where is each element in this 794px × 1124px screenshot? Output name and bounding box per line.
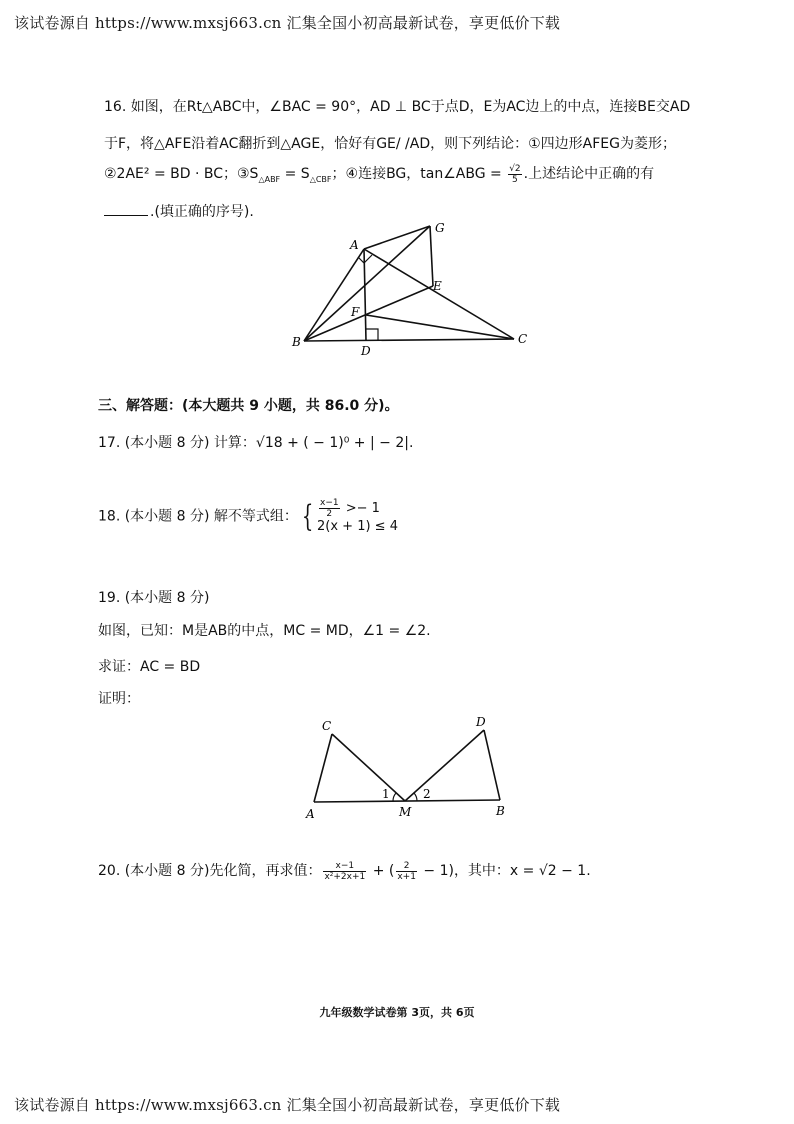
- q18-row2: 2(x + 1) ≤ 4: [317, 519, 398, 534]
- label-A: A: [350, 238, 359, 252]
- bottom-banner: 该试卷源自 https://www.mxsj663.cn 汇集全国小初高最新试卷，享更低价下载: [14, 1096, 561, 1114]
- q20-frac2: [396, 861, 417, 882]
- seg-GE: [430, 226, 433, 286]
- label-angle-1: 1: [382, 787, 390, 801]
- figure-triangles-acm-bdm: [300, 712, 520, 822]
- q16-line3-b: = S: [280, 166, 310, 182]
- seg-BG: [304, 226, 430, 341]
- seg-AC2: [314, 734, 332, 802]
- q16-sub2: △CBF: [309, 174, 332, 184]
- q20-frac1: [323, 861, 366, 882]
- seg-CM: [332, 734, 405, 801]
- q20-frac2-den: x+1: [397, 871, 416, 882]
- tan-den: 5: [512, 174, 518, 185]
- q18-row1: [317, 498, 398, 519]
- seg-DB: [484, 730, 500, 800]
- q19-given: 如图，已知：M是AB的中点，MC = MD，∠1 = ∠2.: [98, 623, 431, 639]
- figure-triangle-abc: [290, 215, 540, 360]
- seg-AB2: [314, 800, 500, 802]
- q20-frac1-den: x²+2x+1: [324, 871, 366, 882]
- q18-row1-rest: >− 1: [341, 501, 380, 516]
- q16-line3-c: ；④连接BG，tan∠ABG =: [331, 166, 507, 182]
- seg-MD: [405, 730, 484, 801]
- q16-sub1: △ABF: [258, 174, 281, 184]
- right-angle-D: [366, 329, 378, 341]
- label-angle-2: 2: [423, 787, 431, 801]
- q19-prove: 求证：AC = BD: [98, 659, 201, 675]
- label-D2: D: [476, 715, 486, 729]
- q18-frac-num: x−1: [320, 498, 339, 508]
- q20-frac2-num: 2: [396, 861, 417, 872]
- q18-prefix: 18. (本小题 8 分) 解不等式组：: [98, 508, 298, 525]
- seg-BC: [304, 339, 514, 341]
- label-C: C: [518, 332, 528, 346]
- angle-1-arc: [393, 793, 396, 801]
- q19-proof: 证明：: [98, 691, 140, 707]
- q20-prefix: 20. (本小题 8 分)先化简，再求值：: [98, 863, 322, 879]
- label-A2: A: [306, 807, 315, 821]
- q20-tail: − 1)，其中：x = √2 − 1.: [418, 863, 591, 879]
- q18-frac-den: 2: [326, 509, 333, 519]
- q16-line3: [104, 163, 654, 185]
- label-E: E: [433, 279, 442, 293]
- seg-BE: [304, 286, 433, 341]
- seg-AG: [364, 226, 430, 249]
- seg-FC: [366, 315, 514, 339]
- top-banner: 该试卷源自 https://www.mxsj663.cn 汇集全国小初高最新试卷，享更低价下载: [14, 14, 561, 32]
- label-C2: C: [322, 719, 332, 733]
- q16-line4-text: .(填正确的序号).: [150, 204, 254, 220]
- q16-line1: 16. 如图，在Rt△ABC中，∠BAC = 90°，AD ⊥ BC于点D，E为AC边上的中点，连接BE交AD: [104, 99, 691, 115]
- label-D: D: [361, 344, 371, 358]
- q19-title: 19. (本小题 8 分): [98, 590, 210, 606]
- q16-line3-d: .上述结论中正确的有: [523, 166, 655, 182]
- q20-mid: + (: [368, 863, 395, 879]
- seg-AC: [364, 249, 514, 339]
- page-footer: 九年级数学试卷第 3页，共 6页: [319, 1006, 475, 1019]
- label-G: G: [435, 221, 445, 235]
- label-M: M: [399, 805, 412, 819]
- q18-frac: [319, 498, 340, 519]
- q20-line: [98, 860, 591, 882]
- q18-line: [98, 498, 398, 535]
- q16-line4: [104, 201, 254, 221]
- tan-fraction: [508, 164, 521, 185]
- label-F: F: [351, 305, 360, 319]
- angle-2-arc: [414, 793, 417, 801]
- q17-text: 17. (本小题 8 分) 计算：√18 + ( − 1)⁰ + | − 2|.: [98, 435, 414, 451]
- tan-num: √2: [509, 163, 521, 174]
- brace-icon: {: [301, 498, 314, 534]
- answer-blank[interactable]: [104, 203, 148, 216]
- section-3-title: 三、解答题：(本大题共 9 小题，共 86.0 分)。: [98, 398, 399, 414]
- inequality-system: [317, 498, 398, 535]
- q20-frac1-num: x−1: [323, 861, 366, 872]
- label-B: B: [292, 335, 301, 349]
- label-B2: B: [496, 804, 505, 818]
- q16-line3-a: ②2AE² = BD · BC；③S: [104, 166, 259, 182]
- q16-line2: 于F，将△AFE沿着AC翻折到△AGE，恰好有GE/ /AD，则下列结论：①四边形AFEG为菱形；: [104, 136, 677, 152]
